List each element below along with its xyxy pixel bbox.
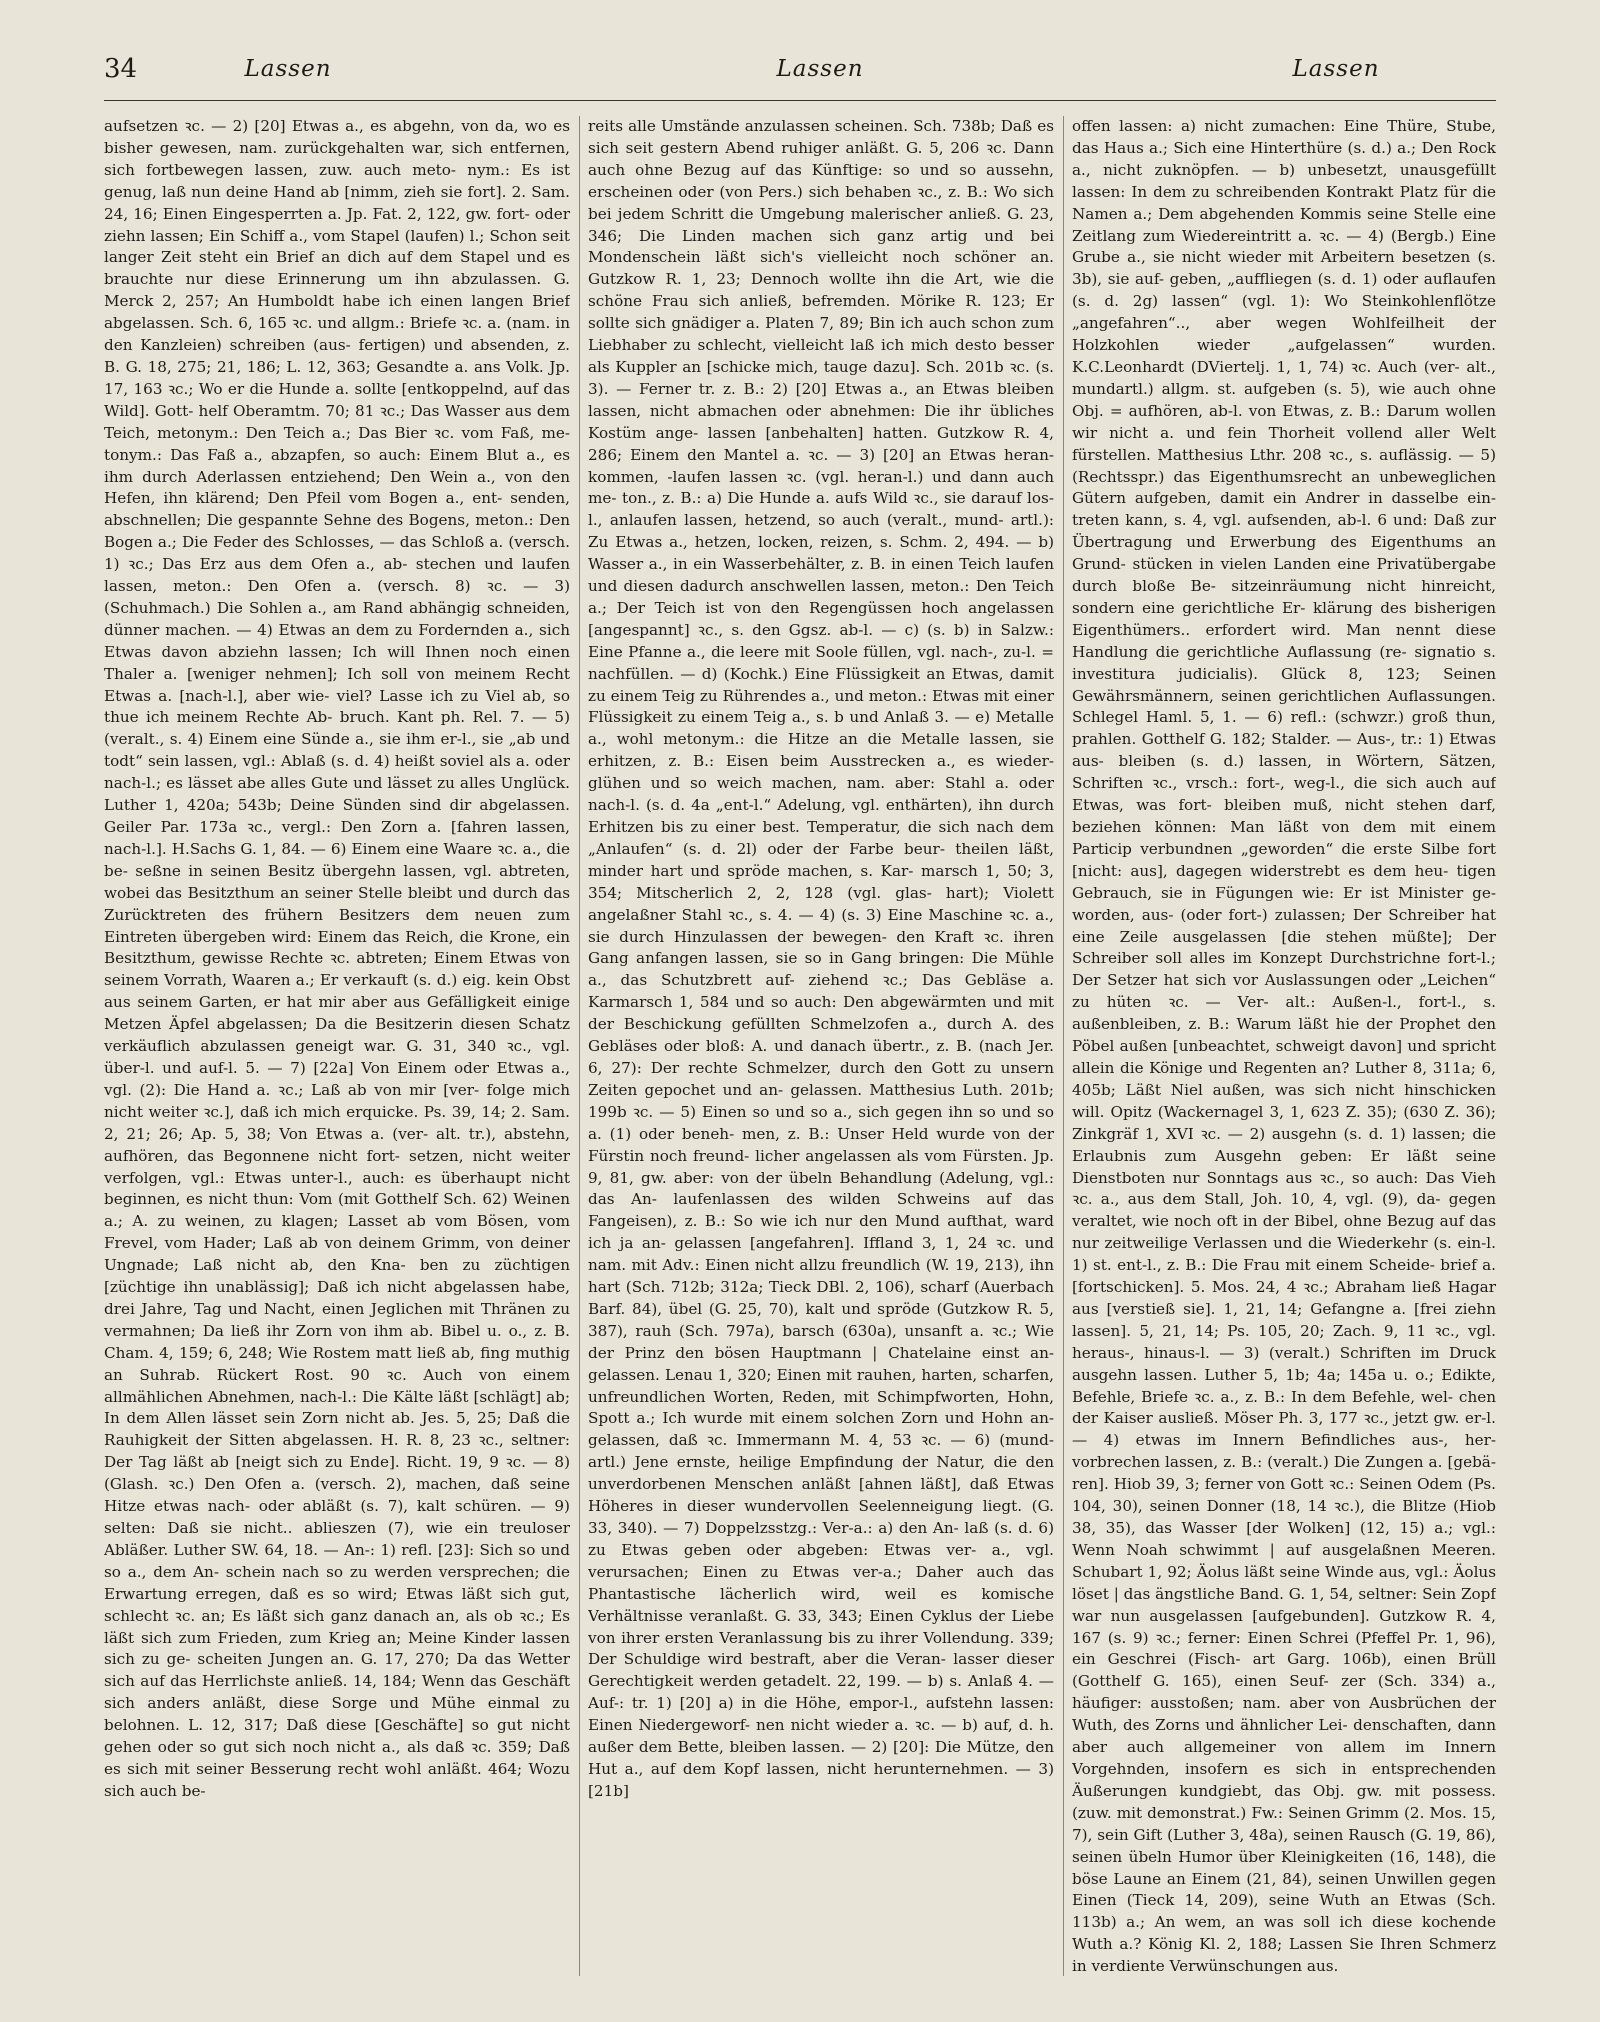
column-3-text: offen lassen: a) nicht zumachen: Eine Thüre, Stube, das Haus a.; Sich eine Hinterthüre (s. d.) a.; Den Rock a., nicht zuknöpfen. — b) unbesetzt, unausgefüllt lassen: In dem zu schreibenden Kontrakt Platz für die Namen a.; Dem abgehenden Kommis seine Stelle eine Zeitlang zum Wiedereintritt a. ꝛc. — 4) (Bergb.) Eine Grube a., sie nicht wieder mit Arbeitern besetzen (s. 3b), sie auf- geben, „auffliegen (s. d. 1) oder auflaufen (s. d. 2g) lassen“ (vgl. 1): Wo Steinkohlenflötze „angefahren“.., aber wegen Wohlfeilheit der Holzkohlen wieder „aufgelassen“ wurden. K.C.Leonhardt (DViertelj. 1, 1, 74) ꝛc. Auch (ver- alt., mundartl.) allgm. st. aufgeben (s. 5), wie auch ohne Obj. = aufhören, ab-l. von Etwas, z. B.: Darum wollen wir nicht a. und fein Thorheit vollend aller Welt fürstellen. Matthesius Lthr. 208 ꝛc., s. auflässig. — 5) (Rechtsspr.) das Eigenthumsrecht an unbeweglichen Gütern aufgeben, damit ein Andrer in dasselbe ein- treten kann, s. 4, vgl. aufsenden, ab-l. 6 und: Daß zur Übertragung und Erwerbung des Eigenthums an Grund- stücken in vielen Landen eine Privatübergabe durch bloße Be- sitzeinräumung nicht hinreicht, sondern eine gerichtliche Er- klärung des bisherigen Eigenthümers.. erfordert wird. Man nennt diese Handlung die gerichtliche Auflassung (re- signatio s. investitura judicialis). Glück 8, 123; Seinen Gewährsmännern, seinen gerichtlichen Auflassungen. Schlegel Haml. 5, 1. — 6) refl.: (schwzr.) groß thun, prahlen. Gotthelf G. 182; Stalder. — Aus-, tr.: 1) Etwas aus- bleiben (s. d.) lassen, in Wörtern, Sätzen, Schriften ꝛc., vrsch.: fort-, weg-l., die sich auch auf Etwas, was fort- bleiben muß, nicht stehen darf, beziehen können: Man läßt von dem mit einem Particip verbundnen „geworden“ die erste Silbe fort [nicht: aus], dagegen widerstrebt es dem heu- tigen Gebrauch, sie in Fügungen wie: Er ist Minister ge- worden, aus- (oder fort-) zulassen; Der Schreiber hat eine Zeile ausgelassen [die stehen müßte]; Der Schreiber soll alles im Konzept Durchstrichne fort-l.; Der Setzer hat sich vor Auslassungen oder „Leichen“ zu hüten ꝛc. — Ver- alt.: Außen-l., fort-l., s. außenbleiben, z. B.: Warum läßt hie der Prophet den Pöbel außen [unbeachtet, schweigt davon] und spricht allein die Könige und Regenten an? Luther 8, 311a; 6, 405b; Läßt Niel außen, was sich nicht hinschicken will. Opitz (Wackernagel 3, 1, 623 Z. 35); (630 Z. 36); Zinkgräf 1, XVI ꝛc. — 2) ausgehn (s. d. 1) lassen; die Erlaubnis zum Ausgehn geben: Er läßt seine Dienstboten nur Sonntags aus ꝛc., so auch: Das Vieh ꝛc. a., aus dem Stall, Joh. 10, 4, vgl. (9), da- gegen veraltet, wie noch oft in der Bibel, ohne Bezug auf das nur zeitweilige Verlassen und die Wiederkehr (s. ein-l. 1) st. ent-l., z. B.: Die Frau mit einem Scheide- brief a. [fortschicken]. 5. Mos. 24, 4 ꝛc.; Abraham ließ Hagar aus [verstieß sie]. 1, 21, 14; Gefangne a. [frei ziehn lassen]. 5, 21, 14; Ps. 105, 20; Zach. 9, 11 ꝛc., vgl. heraus-, hinaus-l. — 3) (veralt.) Schriften im Druck ausgehn lassen. Luther 5, 1b; 4a; 145a u. o.; Edikte, Befehle, Briefe ꝛc. a., z. B.: In dem Befehle, wel- chen der Kaiser ausließ. Möser Ph. 3, 177 ꝛc., jetzt gw. er-l. — 4) etwas im Innern Befindliches aus-, her- vorbrechen lassen, z. B.: (veralt.) Die Zungen a. [gebä- ren]. Hiob 39, 3; ferner von Gott ꝛc.: Seinen Odem (Ps. 104, 30), seinen Donner (18, 14 ꝛc.), die Blitze (Hiob 38, 35), das Wasser [der Wolken] (12, 15) a.; vgl.: Wenn Noah schwimmt | auf ausgelaßnen Meeren. Schubart 1, 92; Äolus läßt seine Winde aus, vgl.: Äolus löset | das ängstliche Band. G. 1, 54, seltner: Sein Zopf war nun ausgelassen [aufgebunden]. Gutzkow R. 4, 167 (s. 9) ꝛc.; ferner: Einen Schrei (Pfeffel Pr. 1, 96), ein Geschrei (Fisch- art Garg. 106b), einen Brüll (Gotthelf G. 165), einen Seuf- zer (Sch. 334) a., häufiger: ausstoßen; nam. aber von Ausbrüchen der Wuth, des Zorns und ähnlicher Lei- denschaften, dann aber auch allgemeiner von allem im Innern Vorgehnden, insofern es sich in entsprechenden Äußerungen kundgiebt, das Obj. gw. mit possess. (zuw. mit demonstrat.) Fw.: Seinen Grimm (2. Mos. 15, 7), sein Gift (Luther 3, 48a), seinen Rausch (G. 19, 86), seinen übeln Humor über Kleinigkeiten (16, 148), die böse Laune an Einem (21, 84), seinen Unwillen gegen Einen (Tieck 14, 209), seine Wuth an Etwas (Sch. 113b) a.; An wem, an was soll ich diese kochende Wuth a.? König Kl. 2, 188; Lassen Sie Ihren Schmerz in verdiente Verwünschungen aus. (1072, 117, 1496, 1976)
column-divider-1 (579, 116, 580, 1976)
column-divider-2 (1063, 116, 1064, 1976)
column-1-text: aufsetzen ꝛc. — 2) [20] Etwas a., es abgehn, von da, wo es bisher gewesen, nam. zurückgehalten war, sich entfernen, sich fortbewegen lassen, zuw. auch meto- nym.: Es ist genug, laß nun deine Hand ab [nimm, zieh sie fort]. 2. Sam. 24, 16; Einen Eingesperrten a. Jp. Fat. 2, 122, gw. fort- oder ziehn lassen; Ein Schiff a., vom Stapel (laufen) l.; Schon seit langer Zeit steht ein Brief an dich auf dem Stapel und es brauchte nur diese Erinnerung um ihn abzulassen. G. Merck 2, 257; An Humboldt habe ich einen langen Brief abgelassen. Sch. 6, 165 ꝛc. und allgm.: Briefe ꝛc. a. (nam. in den Kanzleien) schreiben (aus- fertigen) und absenden, z. B. G. 18, 275; 21, 186; L. 12, 363; Gesandte a. ans Volk. Jp. 17, 163 ꝛc.; Wo er die Hunde a. sollte [entkoppelnd, auf das Wild]. Gott- helf Oberamtm. 70; 81 ꝛc.; Das Wasser aus dem Teich, metonym.: Den Teich a.; Das Bier ꝛc. vom Faß, me- tonym.: Das Faß a., abzapfen, so auch: Einem Blut a., es ihm durch Aderlassen entziehend; Den Wein a., von den Hefen, ihn klärend; Den Pfeil vom Bogen a., ent- senden, abschnellen; Die gespannte Sehne des Bogens, meton.: Den Bogen a.; Die Feder des Schlosses, — das Schloß a. (versch. 1) ꝛc.; Das Erz aus dem Ofen a., ab- stechen und laufen lassen, meton.: Den Ofen a. (versch. 8) ꝛc. — 3) (Schuhmach.) Die Sohlen a., am Rand abhängig schneiden, dünner machen. — 4) Etwas an dem zu Fordernden a., sich Etwas davon abziehn lassen; Ich will Ihnen noch einen Thaler a. [weniger nehmen]; Ich soll von meinem Recht Etwas a. [nach-l.], aber wie- viel? Lasse ich zu Viel ab, so thue ich meinem Rechte Ab- bruch. Kant ph. Rel. 7. — 5) (veralt., s. 4) Einem eine Sünde a., sie ihm er-l., sie „ab und todt“ sein lassen, vgl.: Ablaß (s. d. 4) heißt soviel als a. oder nach-l.; es lässet abe alles Gute und lässet zu alles Unglück. Luther 1, 420a; 543b; Deine Sünden sind dir abgelassen. Geiler Par. 173a ꝛc., vergl.: Den Zorn a. [fahren lassen, nach-l.]. H.Sachs G. 1, 84. — 6) Einem eine Waare ꝛc. a., die be- seßne in seinen Besitz übergehn lassen, vgl. abtreten, wobei das Besitzthum an seiner Stelle bleibt und durch das Zurücktreten des frühern Besitzers dem neuen zum Eintreten übergeben wird: Einem das Reich, die Krone, ein Besitzthum, gewisse Rechte ꝛc. abtreten; Einem Etwas von seinem Vorrath, Waaren a.; Er verkauft (s. d.) eig. kein Obst aus seinem Garten, er hat mir aber aus Gefälligkeit einige Metzen Äpfel abgelassen; Da die Besitzerin diesen Schatz verkäuflich abzulassen geneigt war. G. 31, 340 ꝛc., vgl. über-l. und auf-l. 5. — 7) [22a] Von Einem oder Etwas a., vgl. (2): Die Hand a. ꝛc.; Laß ab von mir [ver- folge mich nicht weiter ꝛc.], daß ich mich erquicke. Ps. 39, 14; 2. Sam. 2, 21; 26; Ap. 5, 38; Von Etwas a. (ver- alt. tr.), abstehn, aufhören, das Begonnene nicht fort- setzen, nicht weiter verfolgen, vgl.: Etwas unter-l., auch: es überhaupt nicht beginnen, es nicht thun: Vom (mit Gotthelf Sch. 62) Weinen a.; A. zu weinen, zu klagen; Lasset ab vom Bösen, vom Frevel, vom Hader; Laß ab von deinem Grimm, von deiner Ungnade; Laß nicht ab, den Kna- ben zu züchtigen [züchtige ihn unablässig]; Daß ich nicht abgelassen habe, drei Jahre, Tag und Nacht, einen Jeglichen mit Thränen zu vermahnen; Da ließ ihr Zorn von ihm ab. Bibel u. o., z. B. Cham. 4, 159; 6, 248; Wie Rostem matt ließ ab, fing muthig an Suhrab. Rückert Rost. 90 ꝛc. Auch von einem allmählichen Abnehmen, nach-l.: Die Kälte läßt [schlägt] ab; In dem Allen lässet sein Zorn nicht ab. Jes. 5, 25; Daß die Rauhigkeit der Sitten abgelassen. H. R. 8, 23 ꝛc., seltner: Der Tag läßt ab [neigt sich zu Ende]. Richt. 19, 9 ꝛc. — 8) (Glash. ꝛc.) Den Ofen a. (versch. 2), machen, daß seine Hitze etwas nach- oder abläßt (s. 7), kalt schüren. — 9) selten: Daß sie nicht.. ablieszen (7), wie ein treuloser Abläßer. Luther SW. 64, 18. — An-: 1) refl. [23]: Sich so und so a., dem An- schein nach so zu werden versprechen; die Erwartung erregen, daß es so wird; Etwas läßt sich gut, schlecht ꝛc. an; Es läßt sich ganz danach an, als ob ꝛc.; Es läßt sich zum Frieden, zum Krieg an; Meine Kinder lassen sich zu ge- scheiten Jungen an. G. 17, 270; Da das Wetter sich auf das Herrlichste anließ. 14, 184; Wenn das Geschäft sich anders anläßt, diese Sorge und Mühe einmal zu belohnen. L. 12, 317; Daß diese [Geschäfte] so gut nicht gehen oder so gut sich noch nicht a., als daß ꝛc. 359; Daß es sich mit seiner Besserung recht wohl anläßt. 464; Wozu sich auch be- (104, 117, 570, 1800)
running-head-right: Lassen (1292, 56, 1380, 82)
running-head-center: Lassen (776, 56, 864, 82)
running-head-left: Lassen (244, 56, 332, 82)
column-2-text: reits alle Umstände anzulassen scheinen. Sch. 738b; Daß es sich seit gestern Abend ruhiger anläßt. G. 5, 206 ꝛc. Dann auch ohne Bezug auf das Künftige: so und so aussehn, erscheinen oder (von Pers.) sich behaben ꝛc., z. B.: Wo sich bei jedem Schritt die Umgebung malerischer anließ. G. 23, 346; Die Linden machen sich ganz artig und bei Mondenschein läßt sich's vielleicht noch schöner an. Gutzkow R. 1, 23; Dennoch wollte ihn die Art, wie die schöne Frau sich anließ, befremden. Mörike R. 123; Er sollte sich gnädiger a. Platen 7, 89; Bin ich auch schon zum Liebhaber zu schlecht, vielleicht laß ich mich desto besser als Kuppler an [schicke mich, tauge dazu]. Sch. 201b ꝛc. (s. 3). — Ferner tr. z. B.: 2) [20] Etwas a., an Etwas bleiben lassen, nicht abmachen oder abnehmen: Die ihr übliches Kostüm ange- lassen [anbehalten] hatten. Gutzkow R. 4, 286; Einem den Mantel a. ꝛc. — 3) [20] an Etwas heran-kommen, -laufen lassen ꝛc. (vgl. heran-l.) und dann auch me- ton., z. B.: a) Die Hunde a. aufs Wild ꝛc., sie darauf los-l., anlaufen lassen, hetzend, so auch (veralt., mund- artl.): Zu Etwas a., hetzen, locken, reizen, s. Schm. 2, 494. — b) Wasser a., in ein Wasserbehälter, z. B. in einen Teich laufen und diesen dadurch anschwellen lassen, meton.: Den Teich a.; Der Teich ist von den Regengüssen hoch angelassen [angespannt] ꝛc., s. den Ggsz. ab-l. — c) (s. b) in Salzw.: Eine Pfanne a., die leere mit Soole füllen, vgl. nach-, zu-l. = nachfüllen. — d) (Kochk.) Eine Flüssigkeit an Etwas, damit zu einem Teig zu Rührendes a., und meton.: Etwas mit einer Flüssigkeit zu einem Teig a., s. b und Anlaß 3. — e) Metalle a., wohl metonym.: die Hitze an die Metalle lassen, sie erhitzen, z. B.: Eisen beim Ausstrecken a., es wieder- glühen und so weich machen, nam. aber: Stahl a. oder nach-l. (s. d. 4a „ent-l.“ Adelung, vgl. enthärten), ihn durch Erhitzen bis zu einer best. Temperatur, die sich nach dem „Anlaufen“ (s. d. 2l) oder der Farbe beur- theilen läßt, minder hart und spröde machen, s. Kar- marsch 1, 50; 3, 354; Mitscherlich 2, 2, 128 (vgl. glas- hart); Violett angelaßner Stahl ꝛc., s. 4. — 4) (s. 3) Eine Maschine ꝛc. a., sie durch Hinzulassen der bewegen- den Kraft ꝛc. ihren Gang anfangen lassen, sie so in Gang bringen: Die Mühle a., das Schutzbrett auf- ziehend ꝛc.; Das Gebläse a. Karmarsch 1, 584 und so auch: Den abgewärmten und mit der Beschickung gefüllten Schmelzofen a., durch A. des Gebläses oder bloß: A. und danach übertr., z. B. (nach Jer. 6, 27): Der rechte Schmelzer, durch den Gott zu unsern Zeiten gepochet und an- gelassen. Matthesius Luth. 201b; 199b ꝛc. — 5) Einen so und so a., sich gegen ihn so und so a. (1) oder beneh- men, z. B.: Unser Held wurde von der Fürstin noch freund- licher angelassen als vom Fürsten. Jp. 9, 81, gw. aber: von der übeln Behandlung (Adelung, vgl.: das An- laufenlassen des wilden Schweins auf das Fangeisen), z. B.: So wie ich nur den Mund aufthat, ward ich ja an- gelassen [angefahren]. Iffland 3, 1, 24 ꝛc. und nam. mit Adv.: Einen nicht allzu freundlich (W. 19, 213), ihn hart (Sch. 712b; 312a; Tieck DBl. 2, 106), scharf (Auerbach Barf. 84), übel (G. 25, 70), kalt und spröde (Gutzkow R. 5, 387), rauh (Sch. 797a), barsch (630a), unsanft a. ꝛc.; Wie der Prinz den bösen Hauptmann | Chatelaine einst an- gelassen. Lenau 1, 320; Einen mit rauhen, harten, scharfen, unfreundlichen Worten, Reden, mit Schimpfworten, Hohn, Spott a.; Ich wurde mit einem solchen Zorn und Hohn an- gelassen, daß ꝛc. Immermann M. 4, 53 ꝛc. — 6) (mund- artl.) Jene ernste, heilige Empfindung der Natur, die den unverdorbenen Menschen anläßt [ahnen läßt], daß Etwas Höheres in dieser wundervollen Seelenneigung liegt. (G. 33, 340). — 7) Doppelzsstzg.: Ver-a.: a) den An- laß (s. d. 6) zu Etwas geben oder abgeben: Etwas ver- a., vgl. verursachen; Einen zu Etwas ver-a.; Daher auch das Phantastische lächerlich wird, weil es komische Verhältnisse veranlaßt. G. 33, 343; Einen Cyklus der Liebe von ihrer ersten Veranlassung bis zu ihrer Vollendung. 339; Der Schuldige wird bestraft, aber die Veran- lasser dieser Gerechtigkeit werden getadelt. 22, 199. — b) s. Anlaß 4. — Auf-: tr. 1) [20] a) in die Höhe, empor-l., aufstehn lassen: Einen Niedergeworf- nen nicht wieder a. ꝛc. — b) auf, d. h. außer dem Bette, bleiben lassen. — 2) [20]: Die Mütze, den Hut a., auf dem Kopf lassen, nicht herunternehmen. — 3) [21b] (588, 117, 1054, 1800)
text-column-3 (1072, 116, 1496, 1988)
page-header (0, 54, 1600, 94)
text-column-2 (588, 116, 1054, 1988)
page-number: 34 (104, 54, 138, 84)
header-rule (104, 100, 1496, 101)
text-column-1 (104, 116, 570, 1988)
